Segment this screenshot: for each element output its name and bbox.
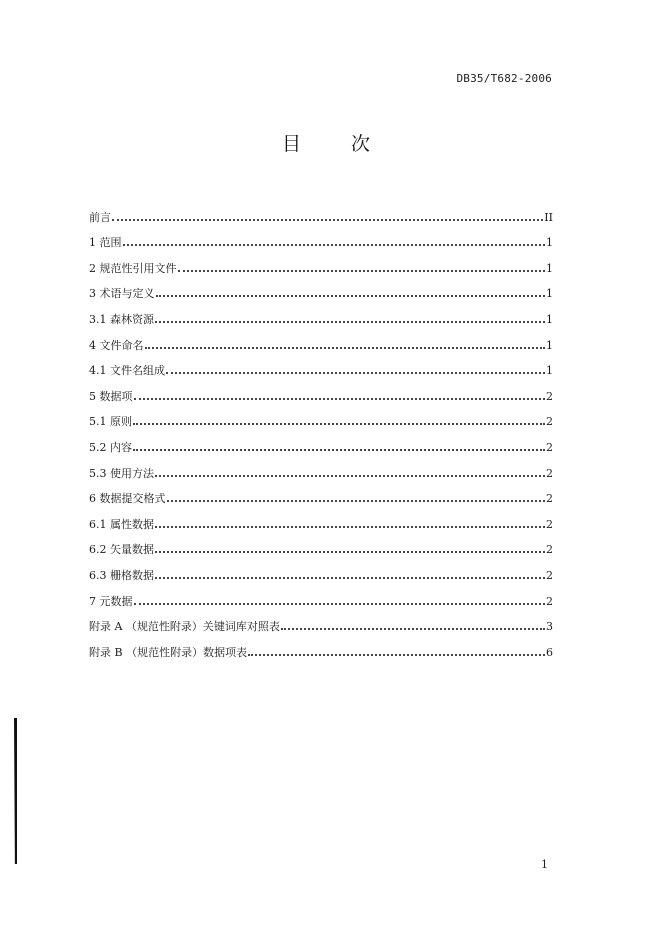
toc-entry-page: 1 bbox=[546, 261, 553, 275]
toc-entry[interactable] bbox=[89, 609, 553, 635]
toc-entry-label: 附录 A （规范性附录）关键词库对照表 bbox=[89, 620, 280, 634]
dot-leader bbox=[133, 423, 545, 425]
dot-leader bbox=[281, 628, 545, 630]
toc-title: 目 次 bbox=[281, 133, 393, 155]
dot-leader bbox=[123, 244, 546, 246]
toc-entry[interactable] bbox=[89, 506, 553, 532]
toc-entry-label: 6.3 栅格数据 bbox=[89, 568, 154, 582]
toc-entry-page: 2 bbox=[546, 440, 553, 454]
toc-entry-page: 2 bbox=[546, 568, 553, 582]
toc-entry-label: 前言 bbox=[89, 210, 111, 224]
dot-leader bbox=[145, 347, 546, 349]
toc-entry[interactable] bbox=[89, 404, 553, 430]
toc-entry[interactable] bbox=[89, 199, 553, 225]
dot-leader bbox=[166, 372, 545, 374]
toc-entry[interactable] bbox=[89, 634, 553, 660]
toc-entry-label: 6.2 矢量数据 bbox=[89, 543, 154, 557]
toc-entry-label: 5.1 原则 bbox=[89, 415, 132, 429]
toc-entry-label: 2 规范性引用文件 bbox=[89, 261, 177, 275]
toc-entry-label: 5 数据项 bbox=[89, 389, 133, 403]
page-number: 1 bbox=[541, 858, 548, 871]
toc-entry-page: 2 bbox=[546, 517, 553, 531]
toc-entry-label: 附录 B （规范性附录）数据项表 bbox=[89, 645, 248, 659]
toc-entry-page: 1 bbox=[546, 287, 553, 301]
toc-entry[interactable] bbox=[89, 301, 553, 327]
dot-leader bbox=[112, 219, 543, 221]
toc-entry-page: 1 bbox=[546, 364, 553, 378]
toc-entry-label: 5.3 使用方法 bbox=[89, 466, 154, 480]
toc-entry[interactable] bbox=[89, 532, 553, 558]
toc-entry[interactable] bbox=[89, 455, 553, 481]
table-of-contents bbox=[89, 199, 553, 660]
toc-entry-page: 2 bbox=[546, 543, 553, 557]
dot-leader bbox=[134, 398, 546, 400]
toc-entry-label: 6.1 属性数据 bbox=[89, 517, 154, 531]
dot-leader bbox=[133, 449, 545, 451]
toc-entry-label: 4 文件命名 bbox=[89, 338, 144, 352]
toc-entry-label: 7 元数据 bbox=[89, 594, 133, 608]
toc-entry-page: 1 bbox=[546, 236, 553, 250]
toc-entry[interactable] bbox=[89, 353, 553, 379]
toc-entry[interactable] bbox=[89, 276, 553, 302]
toc-entry-label: 1 范围 bbox=[89, 236, 122, 250]
dot-leader bbox=[155, 321, 545, 323]
dot-leader bbox=[155, 475, 545, 477]
dot-leader bbox=[248, 654, 545, 656]
toc-entry-page: II bbox=[544, 210, 553, 224]
dot-leader bbox=[155, 526, 545, 528]
toc-entry-page: 2 bbox=[546, 594, 553, 608]
toc-entry[interactable] bbox=[89, 583, 553, 609]
toc-entry[interactable] bbox=[89, 557, 553, 583]
standard-code: DB35/T682-2006 bbox=[456, 72, 552, 85]
toc-entry-label: 5.2 内容 bbox=[89, 440, 132, 454]
toc-entry-page: 3 bbox=[546, 620, 553, 634]
dot-leader bbox=[156, 295, 546, 297]
toc-entry-label: 4.1 文件名组成 bbox=[89, 364, 165, 378]
binding-mark bbox=[14, 718, 17, 864]
toc-entry-page: 6 bbox=[546, 645, 553, 659]
toc-entry[interactable] bbox=[89, 225, 553, 251]
dot-leader bbox=[167, 500, 546, 502]
toc-entry-page: 2 bbox=[546, 492, 553, 506]
toc-entry-page: 1 bbox=[546, 312, 553, 326]
dot-leader bbox=[155, 551, 545, 553]
toc-entry-label: 6 数据提交格式 bbox=[89, 492, 166, 506]
toc-entry-label: 3 术语与定义 bbox=[89, 287, 155, 301]
toc-entry[interactable] bbox=[89, 429, 553, 455]
toc-entry[interactable] bbox=[89, 481, 553, 507]
dot-leader bbox=[134, 603, 546, 605]
toc-entry-page: 1 bbox=[546, 338, 553, 352]
dot-leader bbox=[178, 270, 546, 272]
toc-entry-page: 2 bbox=[546, 415, 553, 429]
toc-entry-page: 2 bbox=[546, 466, 553, 480]
toc-entry-page: 2 bbox=[546, 389, 553, 403]
dot-leader bbox=[155, 577, 545, 579]
toc-entry[interactable] bbox=[89, 250, 553, 276]
toc-entry-label: 3.1 森林资源 bbox=[89, 312, 154, 326]
toc-entry[interactable] bbox=[89, 378, 553, 404]
toc-entry[interactable] bbox=[89, 327, 553, 353]
